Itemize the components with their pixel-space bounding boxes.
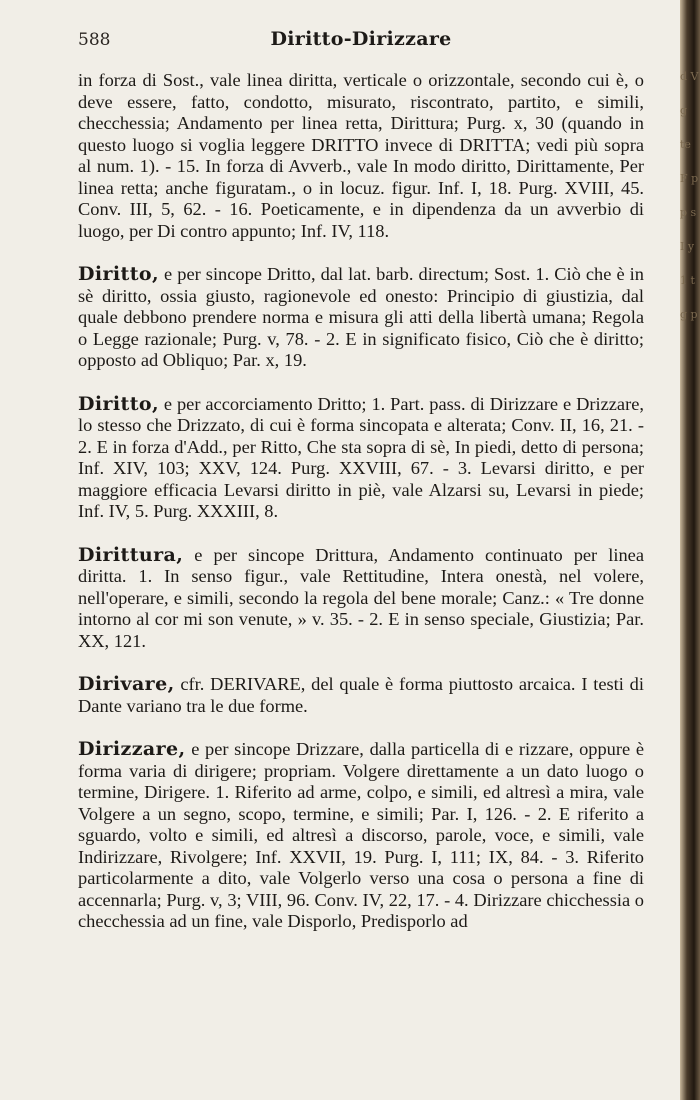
headword: Dirivare,: [78, 673, 175, 695]
entry-text: e per sincope Drittura, Andamento continuato per linea diritta. 1. In senso figur., vale Rettitudine, Intera onestà, nel volere, nell'operare, e simili, secondo la regola del bene morale; Canz.: « Tre donne intorno al cor mi son venute, » v. 35. - 2. E in senso speciale, Giustizia; Par. XX, 121.: [78, 544, 644, 651]
entry-text: e per accorciamento Dritto; 1. Part. pass. di Dirizzare e Drizzare, lo stesso che Drizzato, di cui è forma sincopata e alterata; Conv. II, 16, 21. - 2. E in forza d'Add., per Ritto, Che sta sopra di sè, In piedi, detto di persona; Inf. XIV, 103; XXV, 124. Purg. XXVIII, 67. - 3. Levarsi diritto, e per maggiore efficacia Levarsi diritto in piè, vale Alzarsi su, Levarsi in piede; Inf. IV, 5. Purg. XXXIII, 8.: [78, 393, 644, 521]
entry-dirizzare: [78, 739, 644, 933]
entry-text: e per sincope Drizzare, dalla particella di e rizzare, oppure è forma varia di dirigere; propriam. Volgere direttamente a un dato luogo o termine, Dirigere. 1. Riferito ad arme, colpo, e simili, ed altresì a mira, vale Volgere a un segno, scopo, termine, e simili; Par. I, 126. - 2. E riferito a sguardo, volto e simili, ed altresì a discorso, parole, voce, e simili, vale Indirizzare, Rivolgere; Inf. XXVII, 19. Purg. I, 111; IX, 84. - 3. Riferito particolarmente a dito, vale Volgerlo verso una cosa o persona a fine di accennarla; Purg. v, 3; VIII, 96. Conv. IV, 22, 17. - 4. Dirizzare chicchessia o checchessia ad un fine, vale Disporlo, Predisporlo ad: [78, 739, 644, 931]
entry-text: cfr. DERIVARE, del quale è forma piuttosto arcaica. I testi di Dante variano tra le due forme.: [78, 674, 644, 716]
dictionary-text: [78, 70, 644, 955]
headword: Dirittura,: [78, 543, 184, 566]
facing-page-edge: [680, 0, 700, 1100]
entry-text: e per sincope Dritto, dal lat. barb. directum; Sost. 1. Ciò che è in sè diritto, ossia giusto, ragionevole ed onesto: Principio di giustizia, dal quale debbono prendere norma e misura gli atti della libertà umana; Regola o Legge razionale; Purg. v, 78. - 2. E in significato fisico, Ciò che è diritto; opposto ad Obliquo; Par. x, 19.: [78, 264, 644, 370]
headword: Diritto,: [78, 392, 159, 415]
entry-dirittura: [78, 545, 644, 653]
continuation-paragraph: in forza di Sost., vale linea diritta, verticale o orizzontale, secondo cui è, o deve essere, fatto, condotto, misurato, riscontrato, partito, e simili, checchessia; Andamento per linea retta, Dirittura; Purg. x, 30 (quando in questo luogo si voglia leggere DRITTO invece di DRITTA; vedi più sopra al num. 1). - 15. In forza di Avverb., vale In modo diritto, Dirittamente, Per linea retta; anche figuratam., o in locuz. figur. Inf. I, 18. Purg. XVIII, 45. Conv. III, 5, 62. - 16. Poeticamente, e in dipendenza da un avverbio di luogo, per Di contro appunto; Inf. IV, 118.: [78, 70, 644, 241]
entry-dirivare: [78, 674, 644, 717]
headword: Dirizzare,: [78, 738, 186, 760]
page-header: [78, 26, 644, 56]
page-number: 588: [78, 30, 111, 50]
headword: Diritto,: [78, 263, 159, 285]
facing-page-fragments: d V g te F p p s I y 1 t g p: [680, 70, 699, 321]
running-head: Diritto-Dirizzare: [270, 28, 452, 50]
entry-diritto-1: [78, 264, 644, 372]
entry-diritto-2: [78, 394, 644, 523]
